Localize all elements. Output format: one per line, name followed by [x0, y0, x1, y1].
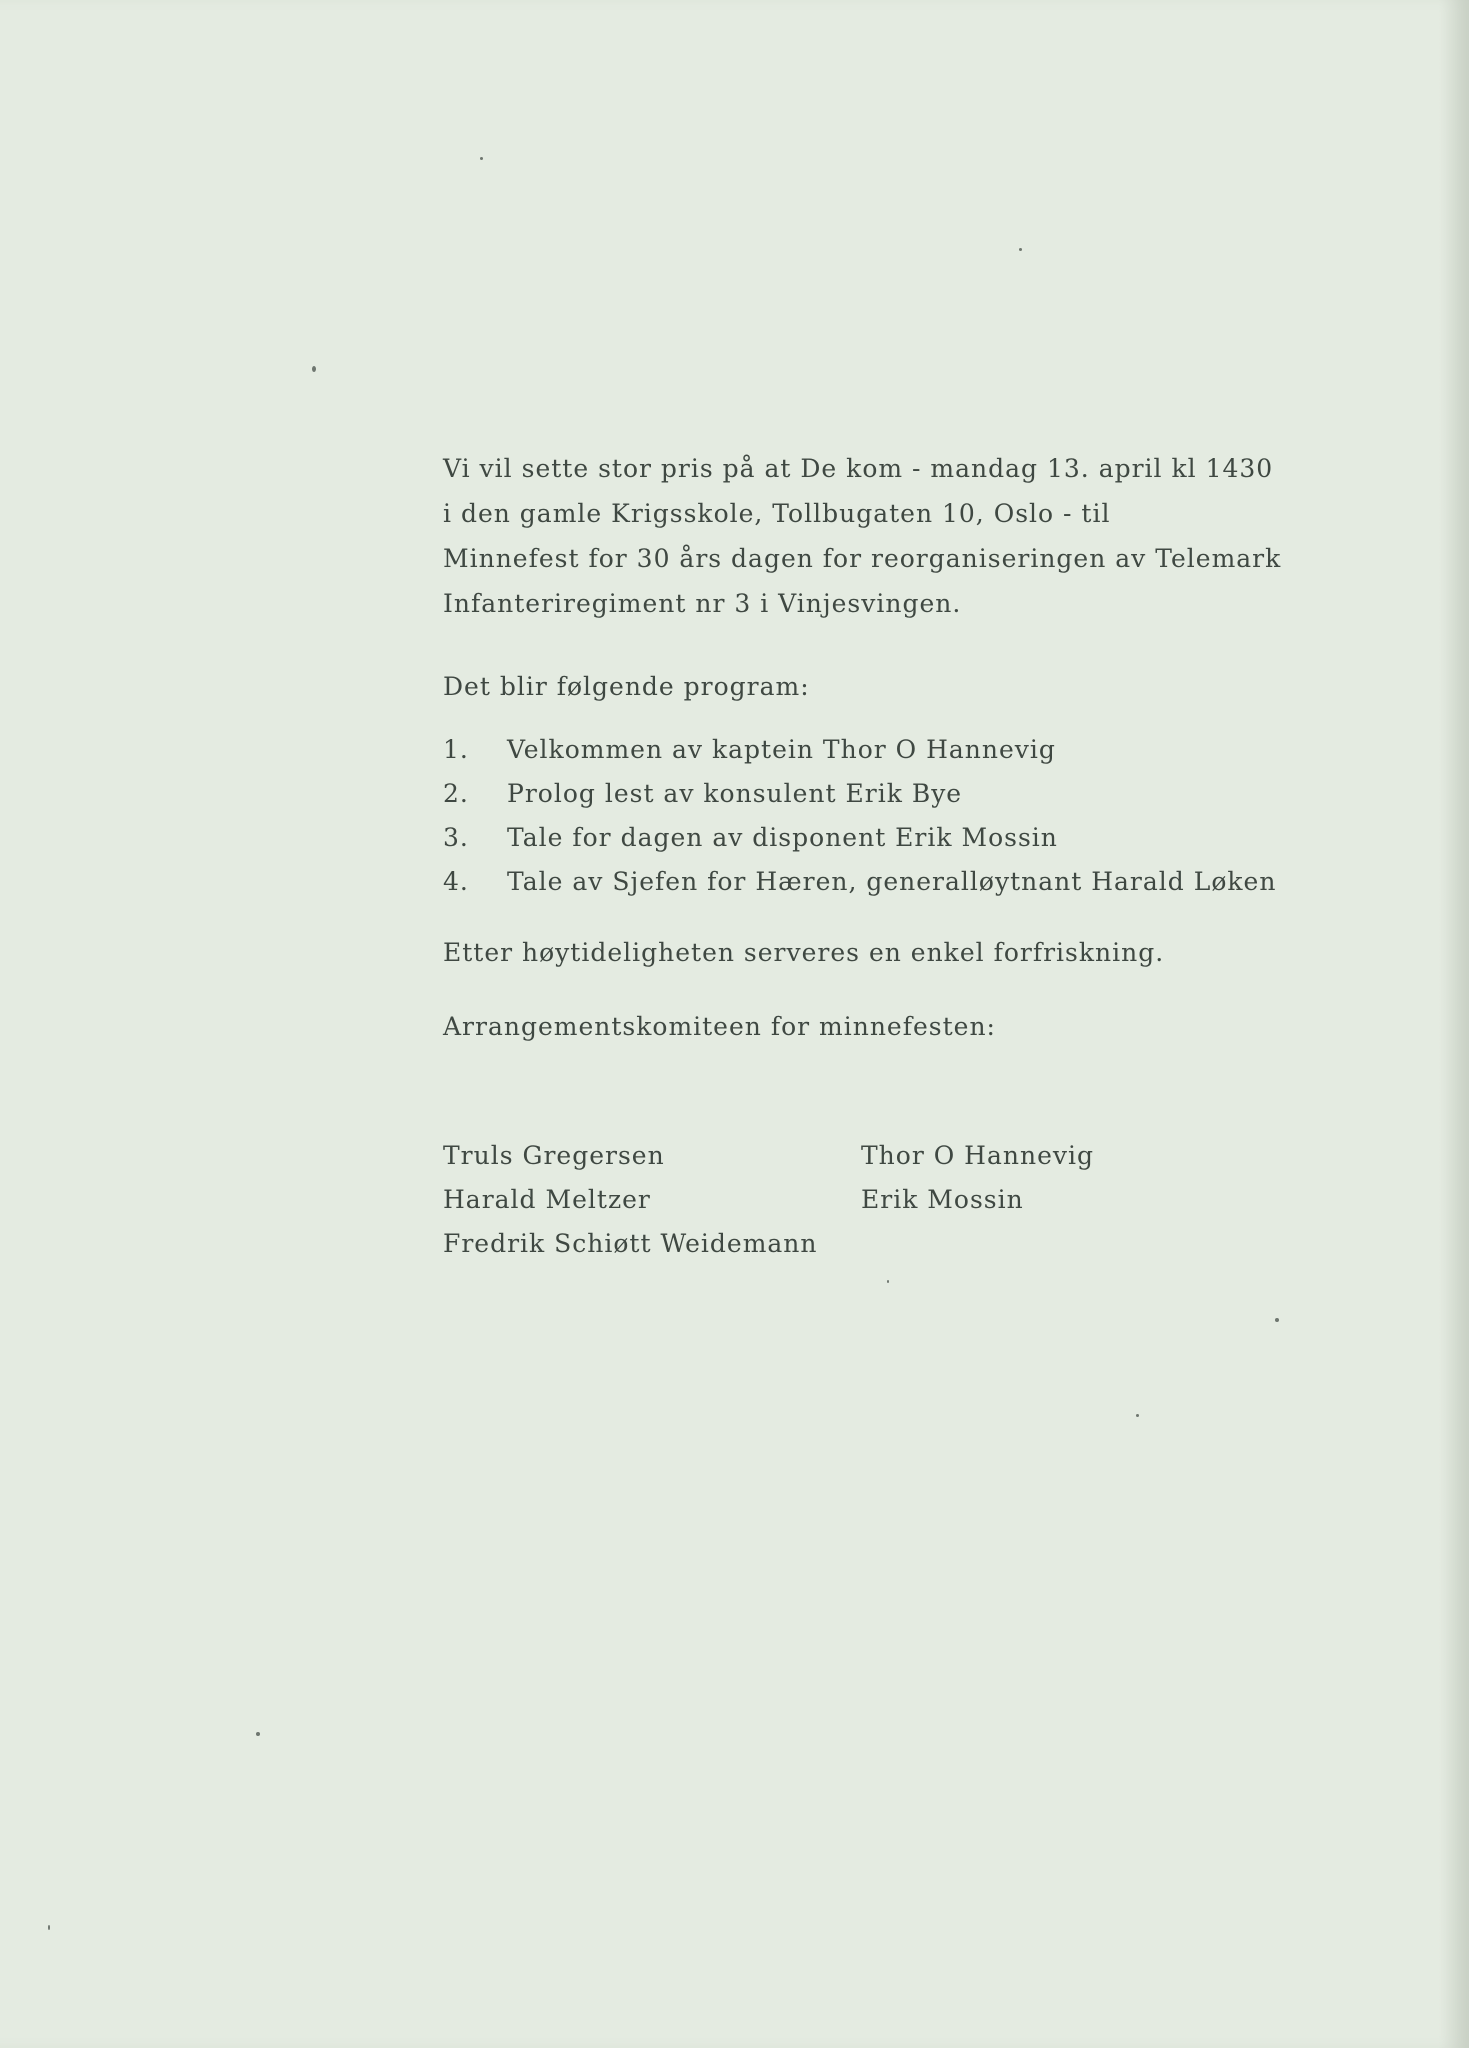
intro-line: Infanteriregiment nr 3 i Vinjesvingen.	[443, 589, 962, 618]
signatory-name: Erik Mossin	[861, 1185, 1024, 1214]
program-item-text: Velkommen av kaptein Thor O Hannevig	[507, 735, 1056, 764]
program-item-number: 4.	[443, 867, 469, 896]
invitation-paragraph	[443, 446, 1281, 626]
intro-line: Vi vil sette stor pris på at De kom - mandag 13. april kl 1430	[443, 454, 1274, 483]
paper-speck	[480, 157, 483, 160]
program-item-number: 3.	[443, 823, 469, 852]
signatories-right	[861, 1134, 1094, 1222]
paper-speck	[256, 1732, 260, 1736]
program-item	[443, 772, 1276, 816]
program-item-text: Tale for dagen av disponent Erik Mossin	[507, 823, 1058, 852]
committee-heading: Arrangementskomiteen for minnefesten:	[443, 1012, 996, 1041]
program-item	[443, 860, 1276, 904]
signatories-left	[443, 1134, 818, 1266]
signatory-name: Fredrik Schiøtt Weidemann	[443, 1229, 818, 1258]
signatory-name: Harald Meltzer	[443, 1185, 651, 1214]
program-list	[443, 728, 1276, 904]
paper-speck	[48, 1925, 50, 1930]
program-item	[443, 728, 1276, 772]
program-item-text: Prolog lest av konsulent Erik Bye	[507, 779, 963, 808]
program-item-text: Tale av Sjefen for Hæren, generalløytnant Harald Løken	[507, 867, 1277, 896]
paper-speck	[312, 366, 316, 372]
paper-speck	[1019, 248, 1022, 251]
refreshment-note: Etter høytideligheten serveres en enkel forfriskning.	[443, 938, 1165, 967]
program-item	[443, 816, 1276, 860]
intro-line: Minnefest for 30 års dagen for reorganiseringen av Telemark	[443, 544, 1282, 573]
program-heading: Det blir følgende program:	[443, 672, 810, 701]
paper-speck	[887, 1280, 889, 1283]
signatory-name: Thor O Hannevig	[861, 1141, 1094, 1170]
paper-edge-shadow	[1439, 0, 1469, 2048]
program-item-number: 1.	[443, 735, 469, 764]
intro-line: i den gamle Krigsskole, Tollbugaten 10, Oslo - til	[443, 499, 1111, 528]
program-item-number: 2.	[443, 779, 469, 808]
paper-speck	[1136, 1414, 1139, 1417]
paper-speck	[1275, 1318, 1279, 1322]
signatory-name: Truls Gregersen	[443, 1141, 665, 1170]
